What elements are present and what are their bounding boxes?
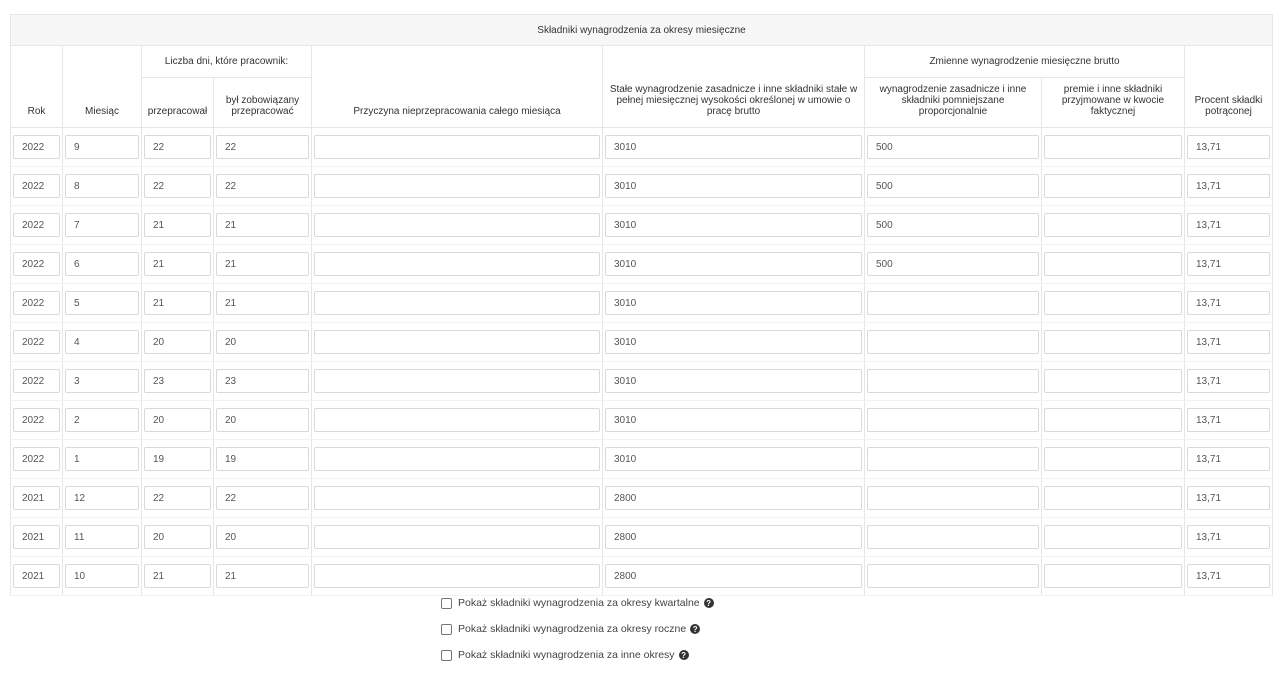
stale-wynagrodzenie-input[interactable]: 3010 (605, 447, 862, 471)
table-cell (1185, 167, 1273, 206)
stale-wynagrodzenie-input[interactable]: 3010 (605, 252, 862, 276)
table-row (11, 128, 1273, 167)
table-cell (11, 440, 63, 479)
table-cell (865, 479, 1042, 518)
miesiac-input[interactable]: 3 (65, 369, 139, 393)
zmienne-faktyczne-input[interactable] (1044, 252, 1182, 276)
table-row (11, 206, 1273, 245)
zobowiazany-input[interactable]: 21 (216, 213, 309, 237)
miesiac-input[interactable]: 6 (65, 252, 139, 276)
przyczyna-input[interactable] (314, 369, 600, 393)
przyczyna-input[interactable] (314, 486, 600, 510)
zmienne-proporcjonalne-input[interactable] (867, 408, 1039, 432)
zobowiazany-input[interactable]: 20 (216, 525, 309, 549)
table-cell (1185, 206, 1273, 245)
option-yearly[interactable] (441, 621, 714, 637)
table-cell (63, 245, 142, 284)
table-cell (142, 518, 214, 557)
table-cell (865, 401, 1042, 440)
table-cell (214, 323, 312, 362)
table-cell (1042, 206, 1185, 245)
zmienne-faktyczne-input[interactable] (1044, 486, 1182, 510)
table-cell (214, 206, 312, 245)
table-cell (214, 440, 312, 479)
procent-skladki-input[interactable]: 13,71 (1187, 174, 1270, 198)
table-cell (214, 128, 312, 167)
other-periods-label[interactable]: Pokaż składniki wynagrodzenia za inne okresy (458, 649, 675, 661)
przepracowal-input[interactable]: 22 (144, 174, 211, 198)
table-cell (1185, 479, 1273, 518)
table-cell (142, 557, 214, 596)
table-cell (865, 284, 1042, 323)
przepracowal-input[interactable]: 19 (144, 447, 211, 471)
table-cell (865, 167, 1042, 206)
table-cell (312, 518, 603, 557)
rok-input[interactable]: 2022 (13, 213, 60, 237)
zmienne-faktyczne-input[interactable] (1044, 447, 1182, 471)
table-cell (63, 401, 142, 440)
zmienne-proporcjonalne-input[interactable] (867, 369, 1039, 393)
zmienne-proporcjonalne-input[interactable] (867, 291, 1039, 315)
procent-skladki-input[interactable]: 13,71 (1187, 213, 1270, 237)
przyczyna-input[interactable] (314, 447, 600, 471)
table-cell (603, 128, 865, 167)
table-row (11, 284, 1273, 323)
zobowiazany-input[interactable]: 21 (216, 252, 309, 276)
procent-skladki-input[interactable]: 13,71 (1187, 486, 1270, 510)
table-row (11, 440, 1273, 479)
table-cell (214, 362, 312, 401)
procent-skladki-input[interactable]: 13,71 (1187, 408, 1270, 432)
procent-skladki-input[interactable]: 13,71 (1187, 564, 1270, 588)
przepracowal-input[interactable]: 21 (144, 213, 211, 237)
table-cell (1185, 557, 1273, 596)
procent-skladki-input[interactable]: 13,71 (1187, 135, 1270, 159)
zmienne-proporcjonalne-input[interactable] (867, 330, 1039, 354)
przyczyna-input[interactable] (314, 213, 600, 237)
table-cell (865, 518, 1042, 557)
table-cell (1042, 518, 1185, 557)
table-cell (142, 362, 214, 401)
table-cell (63, 479, 142, 518)
table-cell (603, 518, 865, 557)
rok-input[interactable]: 2022 (13, 447, 60, 471)
question-circle-icon[interactable]: ? (690, 624, 700, 634)
table-row (11, 557, 1273, 596)
miesiac-input[interactable]: 8 (65, 174, 139, 198)
zmienne-faktyczne-input[interactable] (1044, 174, 1182, 198)
table-cell (11, 479, 63, 518)
table-cell (1042, 128, 1185, 167)
table-cell (142, 128, 214, 167)
procent-skladki-input[interactable]: 13,71 (1187, 252, 1270, 276)
zobowiazany-input[interactable]: 20 (216, 408, 309, 432)
question-circle-icon[interactable]: ? (679, 650, 689, 660)
table-cell (1185, 401, 1273, 440)
yearly-label[interactable]: Pokaż składniki wynagrodzenia za okresy roczne (458, 623, 687, 635)
stale-wynagrodzenie-input[interactable]: 3010 (605, 330, 862, 354)
table-cell (142, 479, 214, 518)
table-cell (603, 479, 865, 518)
table-cell (1042, 440, 1185, 479)
przyczyna-input[interactable] (314, 525, 600, 549)
header-liczba-dni: Liczba dni, które pracownik: (142, 46, 312, 78)
table-cell (603, 440, 865, 479)
option-quarterly[interactable] (441, 595, 714, 611)
table-cell (63, 362, 142, 401)
procent-skladki-input[interactable]: 13,71 (1187, 330, 1270, 354)
zmienne-proporcjonalne-input[interactable]: 500 (867, 252, 1039, 276)
table-cell (603, 284, 865, 323)
table-cell (214, 518, 312, 557)
table-cell (1042, 557, 1185, 596)
table-row (11, 518, 1273, 557)
table-cell (865, 323, 1042, 362)
zmienne-proporcjonalne-input[interactable]: 500 (867, 135, 1039, 159)
zmienne-faktyczne-input[interactable] (1044, 408, 1182, 432)
przyczyna-input[interactable] (314, 174, 600, 198)
zobowiazany-input[interactable]: 23 (216, 369, 309, 393)
table-cell (63, 284, 142, 323)
table-cell (603, 167, 865, 206)
zobowiazany-input[interactable]: 20 (216, 330, 309, 354)
zmienne-proporcjonalne-input[interactable] (867, 564, 1039, 588)
table-cell (11, 362, 63, 401)
quarterly-label[interactable]: Pokaż składniki wynagrodzenia za okresy kwartalne (458, 597, 700, 609)
table-cell (865, 128, 1042, 167)
przepracowal-input[interactable]: 20 (144, 408, 211, 432)
other-periods-checkbox[interactable] (441, 650, 452, 661)
procent-skladki-input[interactable]: 13,71 (1187, 369, 1270, 393)
table-cell (63, 206, 142, 245)
table-cell (11, 518, 63, 557)
rok-input[interactable]: 2022 (13, 291, 60, 315)
table-cell (312, 323, 603, 362)
miesiac-input[interactable]: 10 (65, 564, 139, 588)
zmienne-faktyczne-input[interactable] (1044, 291, 1182, 315)
zobowiazany-input[interactable]: 22 (216, 174, 309, 198)
header-rok: Rok (11, 46, 63, 128)
header-zmienne-wynagrodzenie: Zmienne wynagrodzenie miesięczne brutto (865, 46, 1185, 78)
miesiac-input[interactable]: 4 (65, 330, 139, 354)
table-caption: Składniki wynagrodzenia za okresy miesięczne (11, 15, 1273, 46)
table-cell (312, 557, 603, 596)
table-cell (1185, 245, 1273, 284)
stale-wynagrodzenie-input[interactable]: 3010 (605, 135, 862, 159)
table-cell (1185, 128, 1273, 167)
table-cell (312, 206, 603, 245)
monthly-salary-table (10, 14, 1273, 596)
table-cell (1042, 401, 1185, 440)
quarterly-checkbox[interactable] (441, 598, 452, 609)
table-cell (865, 206, 1042, 245)
table-cell (1185, 518, 1273, 557)
przepracowal-input[interactable]: 23 (144, 369, 211, 393)
przepracowal-input[interactable]: 22 (144, 135, 211, 159)
miesiac-input[interactable]: 1 (65, 447, 139, 471)
stale-wynagrodzenie-input[interactable]: 3010 (605, 174, 862, 198)
table-cell (865, 245, 1042, 284)
option-other[interactable] (441, 647, 714, 663)
miesiac-input[interactable]: 7 (65, 213, 139, 237)
przepracowal-input[interactable]: 20 (144, 330, 211, 354)
rok-input[interactable]: 2022 (13, 174, 60, 198)
przepracowal-input[interactable]: 20 (144, 525, 211, 549)
stale-wynagrodzenie-input[interactable]: 2800 (605, 525, 862, 549)
przyczyna-input[interactable] (314, 252, 600, 276)
table-cell (603, 362, 865, 401)
table-cell (142, 323, 214, 362)
table-cell (11, 245, 63, 284)
table-cell (1042, 323, 1185, 362)
table-cell (603, 323, 865, 362)
przyczyna-input[interactable] (314, 564, 600, 588)
table-cell (214, 167, 312, 206)
zobowiazany-input[interactable]: 22 (216, 135, 309, 159)
table-cell (1042, 362, 1185, 401)
header-miesiac: Miesiąc (63, 46, 142, 128)
rok-input[interactable]: 2022 (13, 330, 60, 354)
przyczyna-input[interactable] (314, 135, 600, 159)
table-cell (63, 557, 142, 596)
table-cell (1042, 245, 1185, 284)
rok-input[interactable]: 2022 (13, 408, 60, 432)
table-cell (312, 284, 603, 323)
table-cell (11, 323, 63, 362)
table-cell (865, 440, 1042, 479)
table-cell (11, 206, 63, 245)
przepracowal-input[interactable]: 21 (144, 252, 211, 276)
table-cell (865, 557, 1042, 596)
miesiac-input[interactable]: 11 (65, 525, 139, 549)
rok-input[interactable]: 2021 (13, 564, 60, 588)
zmienne-proporcjonalne-input[interactable] (867, 525, 1039, 549)
table-row (11, 479, 1273, 518)
stale-wynagrodzenie-input[interactable]: 3010 (605, 369, 862, 393)
table-cell (214, 284, 312, 323)
table-cell (214, 557, 312, 596)
table-cell (142, 245, 214, 284)
rok-input[interactable]: 2022 (13, 252, 60, 276)
table-cell (214, 245, 312, 284)
rok-input[interactable]: 2021 (13, 525, 60, 549)
zmienne-proporcjonalne-input[interactable] (867, 486, 1039, 510)
stale-wynagrodzenie-input[interactable]: 3010 (605, 213, 862, 237)
table-row (11, 167, 1273, 206)
table-cell (312, 167, 603, 206)
period-options (441, 595, 714, 673)
table-cell (312, 245, 603, 284)
zobowiazany-input[interactable]: 22 (216, 486, 309, 510)
przyczyna-input[interactable] (314, 330, 600, 354)
header-zobowiazany: był zobowiązany przepracować (214, 78, 312, 128)
zmienne-faktyczne-input[interactable] (1044, 135, 1182, 159)
table-cell (11, 284, 63, 323)
zmienne-proporcjonalne-input[interactable]: 500 (867, 213, 1039, 237)
header-zmienne-faktyczne: premie i inne składniki przyjmowane w kwocie faktycznej (1042, 78, 1185, 128)
miesiac-input[interactable]: 9 (65, 135, 139, 159)
table-row (11, 245, 1273, 284)
table-cell (142, 167, 214, 206)
zobowiazany-input[interactable]: 19 (216, 447, 309, 471)
zmienne-proporcjonalne-input[interactable]: 500 (867, 174, 1039, 198)
table-cell (11, 128, 63, 167)
table-cell (142, 284, 214, 323)
zmienne-proporcjonalne-input[interactable] (867, 447, 1039, 471)
salary-components-panel (10, 14, 1272, 596)
table-cell (865, 362, 1042, 401)
procent-skladki-input[interactable]: 13,71 (1187, 447, 1270, 471)
zmienne-faktyczne-input[interactable] (1044, 330, 1182, 354)
table-cell (1042, 479, 1185, 518)
table-cell (603, 206, 865, 245)
miesiac-input[interactable]: 2 (65, 408, 139, 432)
table-cell (11, 557, 63, 596)
question-circle-icon[interactable]: ? (704, 598, 714, 608)
rok-input[interactable]: 2022 (13, 135, 60, 159)
table-cell (63, 167, 142, 206)
procent-skladki-input[interactable]: 13,71 (1187, 291, 1270, 315)
header-przepracowal: przepracował (142, 78, 214, 128)
header-stale-wynagrodzenie: Stałe wynagrodzenie zasadnicze i inne składniki stałe w pełnej miesięcznej wysokości określonej w umowie o pracę brutto (603, 46, 865, 128)
table-cell (63, 323, 142, 362)
table-cell (1185, 362, 1273, 401)
rok-input[interactable]: 2022 (13, 369, 60, 393)
table-cell (214, 479, 312, 518)
zmienne-faktyczne-input[interactable] (1044, 564, 1182, 588)
miesiac-input[interactable]: 12 (65, 486, 139, 510)
table-cell (1185, 440, 1273, 479)
procent-skladki-input[interactable]: 13,71 (1187, 525, 1270, 549)
zobowiazany-input[interactable]: 21 (216, 291, 309, 315)
header-przyczyna: Przyczyna nieprzepracowania całego miesiąca (312, 46, 603, 128)
przyczyna-input[interactable] (314, 291, 600, 315)
stale-wynagrodzenie-input[interactable]: 3010 (605, 408, 862, 432)
table-cell (63, 128, 142, 167)
przyczyna-input[interactable] (314, 408, 600, 432)
przepracowal-input[interactable]: 21 (144, 564, 211, 588)
table-cell (312, 479, 603, 518)
zmienne-faktyczne-input[interactable] (1044, 525, 1182, 549)
table-row (11, 362, 1273, 401)
table-cell (142, 401, 214, 440)
stale-wynagrodzenie-input[interactable]: 3010 (605, 291, 862, 315)
zobowiazany-input[interactable]: 21 (216, 564, 309, 588)
table-cell (11, 167, 63, 206)
table-cell (11, 401, 63, 440)
table-cell (214, 401, 312, 440)
przepracowal-input[interactable]: 22 (144, 486, 211, 510)
miesiac-input[interactable]: 5 (65, 291, 139, 315)
przepracowal-input[interactable]: 21 (144, 291, 211, 315)
table-cell (142, 206, 214, 245)
table-row (11, 323, 1273, 362)
header-procent-skladki: Procent składki potrąconej (1185, 46, 1273, 128)
table-cell (312, 401, 603, 440)
table-cell (603, 401, 865, 440)
table-cell (312, 362, 603, 401)
table-cell (142, 440, 214, 479)
table-cell (63, 440, 142, 479)
table-cell (1042, 167, 1185, 206)
table-cell (1185, 284, 1273, 323)
table-cell (1042, 284, 1185, 323)
table-cell (603, 557, 865, 596)
rok-input[interactable]: 2021 (13, 486, 60, 510)
header-zmienne-proporcjonalne: wynagrodzenie zasadnicze i inne składniki pomniejszane proporcjonalnie (865, 78, 1042, 128)
table-cell (603, 245, 865, 284)
table-row (11, 401, 1273, 440)
table-cell (63, 518, 142, 557)
table-cell (1185, 323, 1273, 362)
yearly-checkbox[interactable] (441, 624, 452, 635)
stale-wynagrodzenie-input[interactable]: 2800 (605, 486, 862, 510)
stale-wynagrodzenie-input[interactable]: 2800 (605, 564, 862, 588)
zmienne-faktyczne-input[interactable] (1044, 369, 1182, 393)
table-cell (312, 440, 603, 479)
zmienne-faktyczne-input[interactable] (1044, 213, 1182, 237)
table-cell (312, 128, 603, 167)
